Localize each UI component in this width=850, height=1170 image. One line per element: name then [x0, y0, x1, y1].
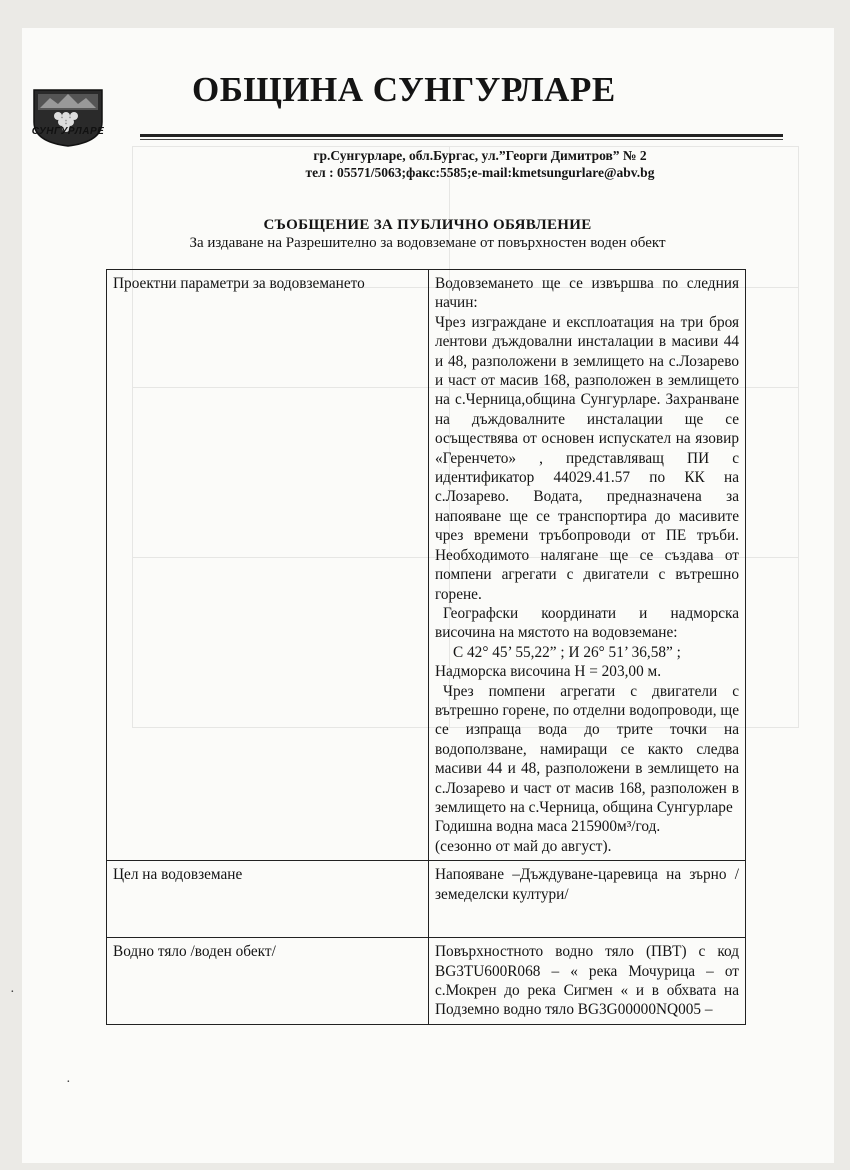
- municipality-coat-of-arms: [28, 88, 108, 148]
- row-label: Цел на водовземане: [107, 861, 429, 938]
- parameters-table: [106, 269, 746, 1025]
- header-rule-thick: [140, 134, 783, 137]
- scan-speck: ·: [10, 985, 15, 1000]
- logo-lettering: СУНГУРЛАРЕ: [31, 126, 105, 137]
- row-value: Повърхностното водно тяло (ПВТ) с код BG3TU600R068 – « река Мочурица – от с.Мокрен до река Сигмен « и в обхвата на Подземно водно тяло BG3G00000NQ005 –: [429, 938, 746, 1025]
- season-note: (сезонно от май до август).: [435, 837, 612, 855]
- row-value: [429, 270, 746, 861]
- notice-subtitle: За издаване на Разрешително за водовземане от повърхностен воден обект: [189, 235, 666, 251]
- address-line: гр.Сунгурларе, обл.Бургас, ул.”Георги Димитров” № 2: [313, 148, 647, 163]
- address-block: [280, 147, 680, 181]
- table-row: [107, 270, 746, 861]
- annual-volume: Годишна водна маса 215900м³/год.: [435, 818, 661, 836]
- contact-line: тел : 05571/5063;факс:5585;e-mail:kmetsungurlare@abv.bg: [305, 165, 655, 180]
- value-paragraph: Географски координати и надморска височина на мястото на водовземане:: [435, 604, 739, 642]
- coat-of-arms-icon: [28, 88, 108, 148]
- row-value: Напояване –Дъждуване-царевица на зърно /земеделски култури/: [429, 861, 746, 938]
- scan-speck: ·: [66, 1075, 71, 1090]
- elevation: Надморска височина H = 203,00 м.: [435, 663, 662, 681]
- table-row: [107, 861, 746, 938]
- notice-title: СЪОБЩЕНИЕ ЗА ПУБЛИЧНО ОБЯВЛЕНИЕ: [263, 217, 592, 233]
- coordinates: С 42° 45’ 55,22” ; И 26° 51’ 36,58” ;: [453, 643, 681, 661]
- value-paragraph: Чрез помпени агрегати с двигатели с вътрешно горене, по отделни водопроводи, ще се изпраща вода до трите точки на водоползване, намиращи се както следва масиви 44 и 48, разположени в землището на с.Лозарево и част от масив 168, разположен в землището на с.Черница, община Сунгурларе: [435, 682, 739, 816]
- header-rule-thin: [140, 139, 783, 140]
- value-paragraph: Чрез изграждане и експлоатация на три броя лентови дъждовални инсталации в масиви 44 и 48, разположени в землището на с.Лозарево и част от масив 168, разположен в землището на с.Черница,община Сунгурларе. Захранване на дъждовалните инсталации ще се осъществява от основен испускател на язовир «Геренчето» , представляващ ПИ с идентификатор 44029.41.57 по КК на с.Лозарево. Водата, предназначена за напояване ще се транспортира до масивите чрез времени тръбопроводи от ПЕ тръби. Необходимото налягане ще се създава от помпени агрегати с двигатели с вътрешно горене.: [435, 313, 739, 603]
- value-paragraph: Водовземането ще се извършва по следния начин:: [435, 275, 739, 312]
- row-label: Водно тяло /воден обект/: [107, 938, 429, 1025]
- municipality-title: ОБЩИНА СУНГУРЛАРЕ: [192, 70, 616, 109]
- table-row: [107, 938, 746, 1025]
- row-label: Проектни параметри за водовземането: [107, 270, 429, 861]
